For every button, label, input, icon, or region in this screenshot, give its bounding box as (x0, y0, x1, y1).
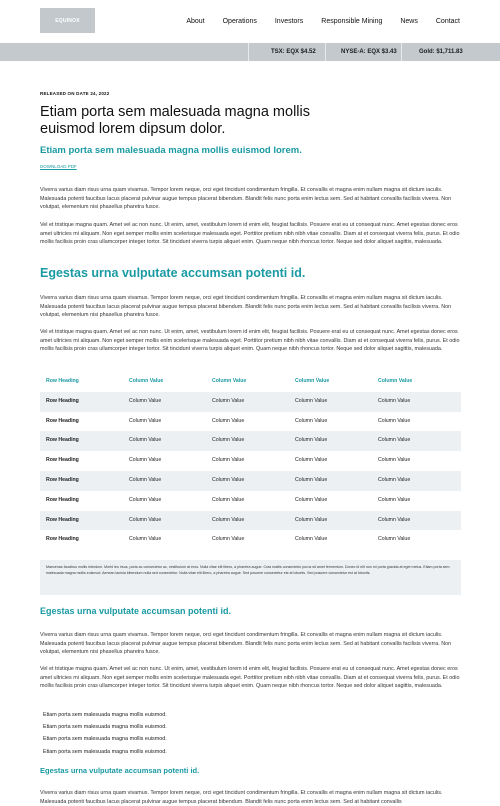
section-heading: Egestas urna vulputate accumsan potenti id. (40, 766, 200, 775)
page-title: Etiam porta sem malesuada magna mollis euismod lorem dipsum dolor. (40, 104, 310, 137)
table-cell: Column Value (212, 476, 245, 483)
table-cell: Column Value (378, 476, 411, 483)
table-cell: Column Value (212, 536, 245, 543)
table-cell: Column Value (212, 437, 245, 444)
paragraph: Viverra varius diam risus urna quam vivamus. Tempor lorem neque, orci eget tincidunt condimentum fringilla. Et convallis et magna enim nullam magna sit dictum iaculis. Malesuada potenti faucibus lacus placerat pulvinar augue tempus placerat bibendum. Blandit felis nunc porta enim lectus sem. Sed at habitant convallis facilisis viverra. Non volutpat, elementum nisi phasellus pharetra fusce. (40, 187, 452, 211)
table-cell: Column Value (129, 496, 162, 503)
table-cell: Column Value (295, 516, 328, 523)
table-cell: Column Value (295, 417, 328, 424)
table-cell: Column Value (378, 457, 411, 464)
row-heading: Row Heading (46, 476, 79, 483)
table-cell: Column Value (295, 476, 328, 483)
page-subtitle: Etiam porta sem malesuada magna mollis euismod lorem. (40, 145, 302, 156)
table-header-cell: Column Value (378, 378, 413, 384)
table-cell: Column Value (378, 496, 411, 503)
row-heading: Row Heading (46, 457, 79, 464)
download-pdf-link[interactable]: DOWNLOAD PDF (40, 164, 77, 169)
paragraph: Viverra varius diam risus urna quam vivamus. Tempor lorem neque, orci eget tincidunt condimentum fringilla. Et convallis et magna enim nullam magna sit dictum iaculis. Malesuada potenti faucibus lacus placerat pulvinar augue tempus placerat bibendum. Blandit felis nunc porta enim lectus sem. Sed at habitant convallis (40, 790, 443, 805)
nav-news[interactable]: News (400, 18, 418, 25)
paragraph: Viverra varius diam risus urna quam vivamus. Tempor lorem neque, orci eget tincidunt condimentum fringilla. Et convallis et magna enim nullam magna sit dictum iaculis. Malesuada potenti faucibus lacus placerat pulvinar augue tempus placerat bibendum. Blandit felis nunc porta enim lectus sem. Sed at habitant convallis facilisis viverra. Non volutpat, elementum nisi phasellus pharetra fusce. (40, 295, 452, 319)
table-cell: Column Value (212, 457, 245, 464)
main-nav (186, 0, 460, 43)
row-heading: Row Heading (46, 536, 79, 543)
release-date: RELEASED ON DATE 24, 2022 (40, 91, 110, 96)
ticker-divider (401, 43, 402, 61)
table-cell: Column Value (378, 516, 411, 523)
table-row (40, 412, 461, 432)
table-cell: Column Value (129, 536, 162, 543)
table-cell: Column Value (378, 397, 411, 404)
nav-contact[interactable]: Contact (435, 18, 460, 25)
ticker-gold: Gold: $1,711.83 (419, 49, 463, 55)
table-header-cell: Column Value (212, 378, 247, 384)
table-cell: Column Value (378, 437, 411, 444)
nav-investors[interactable]: Investors (274, 18, 304, 25)
ticker-tsx: TSX: EQX $4.52 (271, 49, 316, 55)
logo[interactable]: EQUINOX (40, 8, 95, 33)
row-heading: Row Heading (46, 516, 79, 523)
table-cell: Column Value (378, 417, 411, 424)
nav-responsible-mining[interactable]: Responsible Mining (321, 18, 383, 25)
table-cell: Column Value (129, 457, 162, 464)
table-cell: Column Value (129, 397, 162, 404)
table-cell: Column Value (129, 516, 162, 523)
table-header-cell: Row Heading (46, 378, 79, 384)
paragraph: Viverra varius diam risus urna quam vivamus. Tempor lorem neque, orci eget tincidunt condimentum fringilla. Et convallis et magna enim nullam magna sit dictum iaculis. Malesuada potenti faucibus lacus placerat pulvinar augue tempus placerat bibendum. Blandit felis nunc porta enim lectus sem. Sed at habitant convallis facilisis viverra. Non volutpat, elementum nisi phasellus pharetra fusce. (40, 632, 452, 656)
table-row (40, 491, 461, 511)
ticker-divider (248, 43, 249, 61)
nav-about[interactable]: About (186, 18, 205, 25)
paragraph: Vel et tristique magna quam. Amet vel ac non nunc. Ut enim, amet, vestibulum lorem id enim elit, feugiat facilisis. Posuere erat eu ut consequat nunc. Amet egestas donec eros amet ultricies mi aliquam. Non eget semper mollis enim scelerisque malesuada eget. Porttitor pretium nibh nibh vitae convallis. Diam at et consequat viverra felis, purus. Et odio mollis facilisis proin cras ullamcorper integer tortor. Sit tincidunt viverra turpis aliquet enim. Quam neque nibh rhoncus tortor. Neque sed dolor aliquet sagittis, malesuada. (40, 666, 460, 690)
list-item: Etiam porta sem malesuada magna mollis euismod. (43, 736, 167, 743)
table-cell: Column Value (212, 397, 245, 404)
table-row (40, 392, 461, 412)
bullet-list (43, 709, 167, 758)
site-header (0, 0, 500, 43)
paragraph: Vel et tristique magna quam. Amet vel ac non nunc. Ut enim, amet, vestibulum lorem id enim elit, feugiat facilisis. Posuere erat eu ut consequat nunc. Amet egestas donec eros amet ultricies mi aliquam. Non eget semper mollis enim scelerisque malesuada eget. Porttitor pretium nibh nibh vitae convallis. Diam at et consequat viverra felis, purus. Et odio mollis facilisis proin cras ullamcorper integer tortor. Sit tincidunt viverra turpis aliquet enim. Quam neque nibh rhoncus tortor. Neque sed dolor aliquet sagittis, malesuada. (40, 222, 460, 246)
section-heading: Egestas urna vulputate accumsan potenti id. (40, 266, 306, 280)
list-item: Etiam porta sem malesuada magna mollis euismod. (43, 712, 167, 718)
section-heading: Egestas urna vulputate accumsan potenti id. (40, 606, 232, 616)
table-cell: Column Value (129, 417, 162, 424)
row-heading: Row Heading (46, 496, 79, 503)
table-row (40, 471, 461, 491)
list-item: Etiam porta sem malesuada magna mollis euismod. (43, 724, 167, 731)
table-cell: Column Value (129, 437, 162, 444)
data-table (40, 372, 461, 550)
row-heading: Row Heading (46, 397, 79, 404)
row-heading: Row Heading (46, 417, 79, 424)
table-cell: Column Value (295, 397, 328, 404)
table-row (40, 451, 461, 471)
stock-ticker (0, 43, 500, 61)
list-item: Etiam porta sem malesuada magna mollis euismod. (43, 748, 167, 755)
ticker-nyse: NYSE-A: EQX $3.43 (341, 49, 397, 55)
table-header-row (40, 372, 461, 392)
table-cell: Column Value (378, 536, 411, 543)
table-header-cell: Column Value (129, 378, 164, 384)
ticker-divider (325, 43, 326, 61)
table-row (40, 511, 461, 531)
footnote-box: Maecenas faucibus mollis interdum. Morbi leo risus, porta ac consectetur ac, vestibulum at eros. Nulla vitae elit libero, a pharetra augue. Cras mattis consectetur purus sit amet fermentum. Donec id elit non mi porta gravida at eget metus. Etiam porta sem malesuada magna mollis euismod. Aenean lacinia bibendum nulla sed consectetur. Nulla vitae elit libero, a pharetra augue. Sed posuere consectetur est at lobortis. Sed posuere consectetur est at lobortis. (40, 560, 461, 595)
table-cell: Column Value (295, 496, 328, 503)
table-cell: Column Value (129, 476, 162, 483)
row-heading: Row Heading (46, 437, 79, 444)
table-row (40, 530, 461, 550)
table-cell: Column Value (295, 536, 328, 543)
table-cell: Column Value (212, 417, 245, 424)
table-cell: Column Value (295, 437, 328, 444)
table-cell: Column Value (212, 496, 245, 503)
nav-operations[interactable]: Operations (222, 18, 257, 25)
table-cell: Column Value (212, 516, 245, 523)
table-cell: Column Value (295, 457, 328, 464)
table-header-cell: Column Value (295, 378, 330, 384)
table-row (40, 431, 461, 451)
paragraph: Vel et tristique magna quam. Amet vel ac non nunc. Ut enim, amet, vestibulum lorem id enim elit, feugiat facilisis. Posuere erat eu ut consequat nunc. Amet egestas donec eros amet ultricies mi aliquam. Non eget semper mollis enim scelerisque malesuada eget. Porttitor pretium nibh nibh vitae convallis. Diam at et consequat viverra felis, purus. Et odio mollis facilisis proin cras ullamcorper integer tortor. Sit tincidunt viverra turpis aliquet enim. Quam neque nibh rhoncus tortor. Neque sed dolor aliquet sagittis, malesuada. (40, 329, 460, 353)
